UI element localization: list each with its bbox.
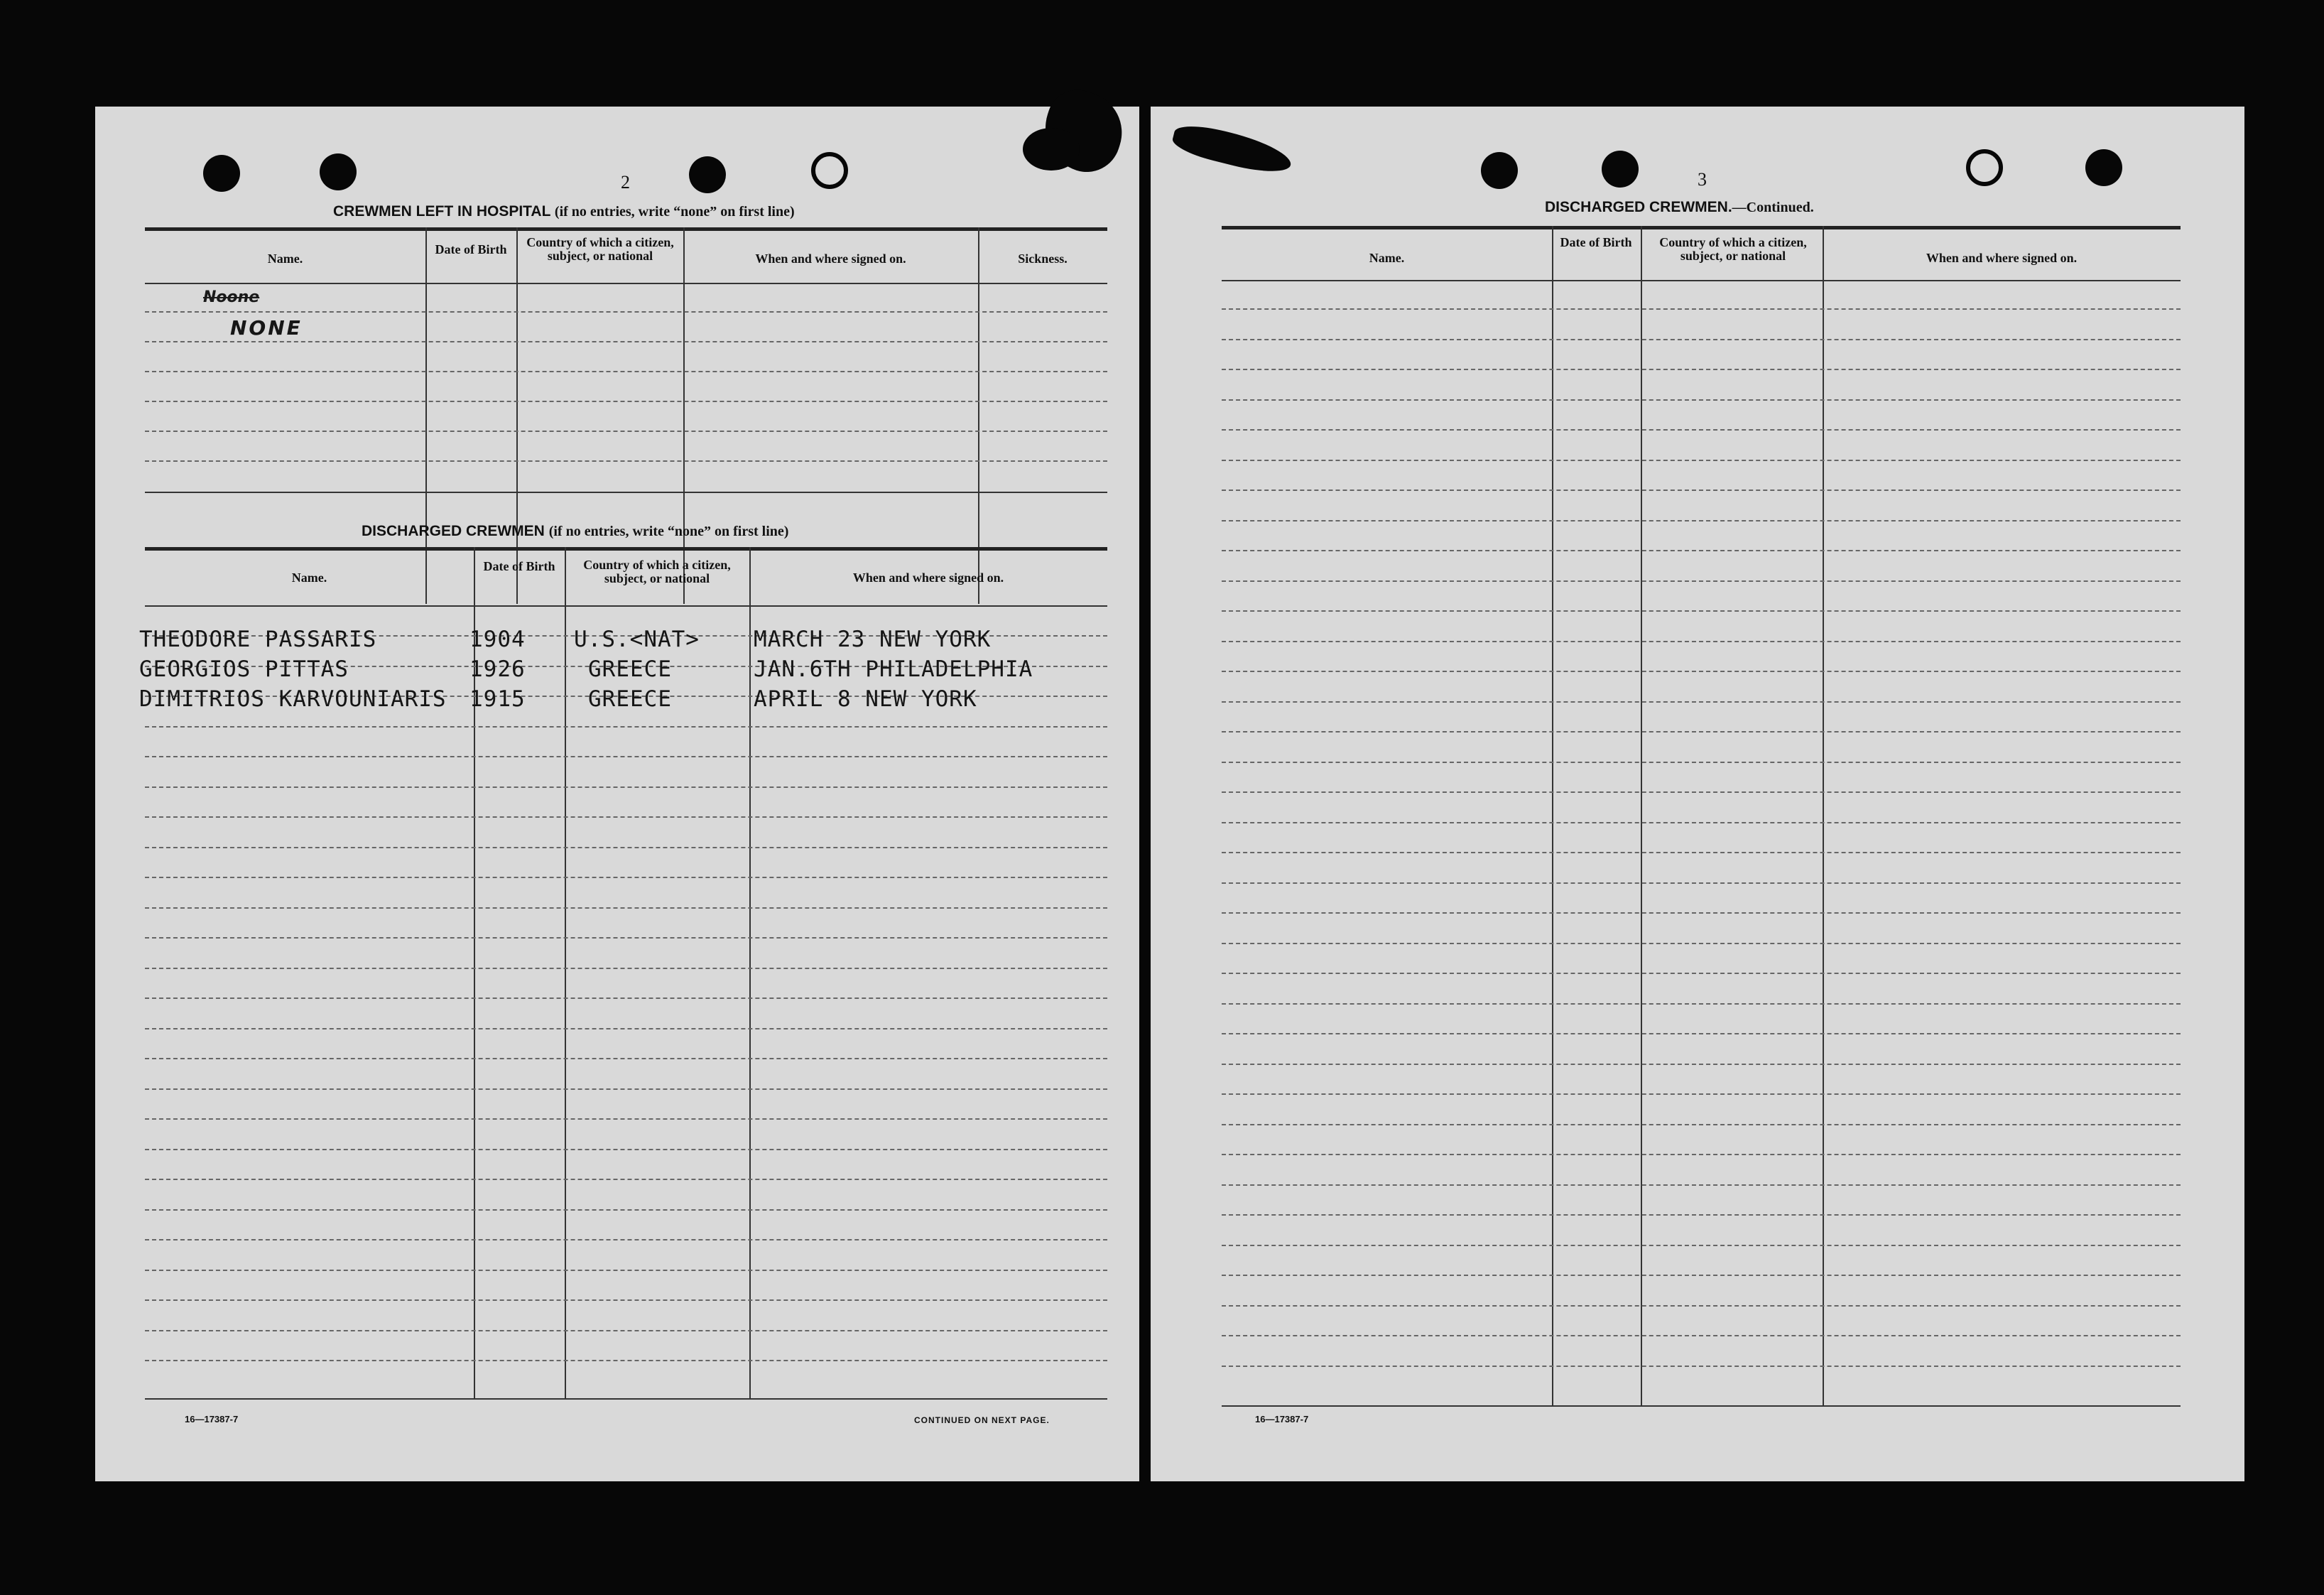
entry-line: [145, 1330, 1107, 1331]
column-header-signed-on: When and where signed on.: [755, 252, 906, 266]
crewman-signed-on: MARCH 23 NEW YORK: [754, 627, 992, 652]
crewman-name: GEORGIOS PITTAS: [139, 656, 349, 682]
binder-hole: [1966, 149, 2003, 186]
entry-line: [1222, 369, 2181, 370]
crewman-signed-on: APRIL 8 NEW YORK: [754, 686, 977, 712]
left-page: [95, 107, 1139, 1481]
discharged-continued-heading: [1545, 199, 1814, 216]
entry-line: [1222, 791, 2181, 793]
discharged-table: [139, 547, 1107, 1410]
entry-line: [1222, 610, 2181, 612]
entry-line: [145, 816, 1107, 818]
entry-line: [1222, 550, 2181, 551]
entry-line: [1222, 912, 2181, 914]
entry-line: [1222, 762, 2181, 763]
column-divider: [1823, 226, 1824, 1407]
discharged-continued-title: DISCHARGED CREWMEN.: [1545, 199, 1732, 215]
crewman-country: GREECE: [588, 686, 672, 712]
entry-line: [1222, 429, 2181, 431]
entry-line: [1222, 490, 2181, 491]
entry-line: [1222, 1245, 2181, 1246]
entry-line: [1222, 1064, 2181, 1065]
crewman-birth-year: 1926: [469, 656, 526, 682]
entry-line: [1222, 822, 2181, 823]
column-header-name: Name.: [1369, 251, 1405, 265]
binder-hole: [811, 152, 848, 189]
entry-line: [145, 460, 1107, 462]
entry-line: [1222, 1214, 2181, 1216]
entry-line: [145, 401, 1107, 402]
entry-line: [1222, 1335, 2181, 1336]
page-number: 3: [1698, 169, 1707, 190]
header-rule: [1222, 280, 2181, 281]
entry-line: [145, 1209, 1107, 1211]
header-rule: [145, 283, 1107, 284]
entry-line: [145, 431, 1107, 432]
table-bottom-rule: [145, 492, 1107, 493]
crewman-country: U.S.<NAT>: [574, 627, 700, 652]
column-header-country: Country of which a citizen, subject, or national: [526, 235, 674, 263]
entry-line: [1222, 641, 2181, 642]
binder-hole: [320, 153, 357, 190]
entry-line: [145, 847, 1107, 848]
entry-line: [1222, 520, 2181, 521]
entry-line: [1222, 580, 2181, 582]
binder-hole: [1602, 151, 1639, 188]
entry-line: [145, 1270, 1107, 1271]
entry-line: [145, 1299, 1107, 1301]
column-divider: [1641, 226, 1642, 1407]
form-number: 16—17387-7: [185, 1414, 239, 1424]
entry-line: [145, 341, 1107, 342]
entry-line: [1222, 460, 2181, 461]
entry-line: [145, 371, 1107, 372]
hospital-section-heading: [333, 203, 795, 220]
column-header-name: Name.: [267, 252, 303, 266]
table-top-rule: [1222, 226, 2181, 229]
binder-hole: [1481, 152, 1518, 189]
entry-line: [145, 1028, 1107, 1029]
crewman-name: THEODORE PASSARIS: [139, 627, 377, 652]
discharged-section-heading: [362, 523, 788, 540]
entry-line: [1222, 399, 2181, 401]
column-header-dob: Date of Birth: [435, 242, 507, 256]
entry-line: [1222, 1003, 2181, 1005]
form-number: 16—17387-7: [1255, 1414, 1309, 1424]
entry-line: [1222, 943, 2181, 944]
none-entry: NONE: [230, 316, 303, 340]
entry-line: [145, 877, 1107, 878]
entry-line: [1222, 671, 2181, 672]
table-top-rule: [145, 227, 1107, 231]
continued-note: CONTINUED ON NEXT PAGE.: [914, 1415, 1050, 1425]
binder-hole: [2085, 149, 2122, 186]
binder-hole: [689, 156, 726, 193]
column-header-dob: Date of Birth: [1560, 235, 1632, 249]
page-tear: [1023, 128, 1080, 171]
column-header-dob: Date of Birth: [483, 559, 555, 573]
entry-line: [145, 726, 1107, 728]
entry-line: [145, 1149, 1107, 1150]
discharged-section-instruction: (if no entries, write “none” on first line): [548, 524, 789, 539]
discharged-continued-table: [1222, 226, 2181, 1409]
entry-line: [1222, 973, 2181, 974]
entry-line: [1222, 1033, 2181, 1034]
entry-line: [1222, 1184, 2181, 1186]
binder-hole: [203, 155, 240, 192]
entry-line: [1222, 1093, 2181, 1095]
table-bottom-rule: [145, 1398, 1107, 1400]
discharged-continued-suffix: —Continued.: [1732, 200, 1814, 215]
entry-line: [1222, 1124, 2181, 1125]
right-page: [1151, 107, 2244, 1481]
column-header-name: Name.: [291, 571, 327, 585]
column-header-country: Country of which a citizen, subject, or national: [583, 558, 731, 585]
column-header-country: Country of which a citizen, subject, or national: [1659, 235, 1807, 263]
table-bottom-rule: [1222, 1405, 2181, 1407]
column-header-signed-on: When and where signed on.: [1926, 251, 2078, 265]
entry-line: [145, 997, 1107, 999]
entry-line: [1222, 701, 2181, 703]
entry-line: [1222, 852, 2181, 853]
entry-line: [145, 1058, 1107, 1059]
hospital-section-instruction: (if no entries, write “none” on first line): [554, 204, 795, 220]
entry-line: [145, 1360, 1107, 1361]
entry-line: [145, 1179, 1107, 1180]
column-divider: [749, 547, 751, 1400]
crewman-birth-year: 1904: [469, 627, 526, 652]
entry-line: [1222, 1275, 2181, 1276]
entry-line: [145, 907, 1107, 909]
hospital-section-title: CREWMEN LEFT IN HOSPITAL: [333, 203, 551, 220]
entry-line: [1222, 339, 2181, 340]
entry-line: [145, 786, 1107, 788]
column-header-sickness: Sickness.: [1018, 252, 1068, 266]
entry-line: [1222, 1154, 2181, 1155]
entry-line: [1222, 1366, 2181, 1367]
page-number: 2: [621, 172, 630, 193]
entry-line: [145, 937, 1107, 939]
struck-entry: Noone: [203, 288, 260, 306]
column-header-signed-on: When and where signed on.: [852, 571, 1004, 585]
entry-line: [1222, 882, 2181, 884]
entry-line: [145, 756, 1107, 757]
entry-line: [145, 1088, 1107, 1090]
header-rule: [145, 605, 1107, 607]
entry-line: [145, 1118, 1107, 1120]
entry-line: [1222, 308, 2181, 310]
entry-line: [145, 1239, 1107, 1240]
column-divider: [565, 547, 566, 1400]
crewman-birth-year: 1915: [469, 686, 526, 712]
entry-line: [145, 311, 1107, 313]
entry-line: [145, 968, 1107, 969]
table-top-rule: [145, 547, 1107, 551]
crewman-name: DIMITRIOS KARVOUNIARIS: [139, 686, 447, 712]
crewman-country: GREECE: [588, 656, 672, 682]
entry-line: [1222, 731, 2181, 732]
entry-line: [1222, 1305, 2181, 1307]
discharged-section-title: DISCHARGED CREWMEN: [362, 523, 545, 539]
crewman-signed-on: JAN.6TH PHILADELPHIA: [754, 656, 1033, 682]
column-divider: [1552, 226, 1553, 1407]
